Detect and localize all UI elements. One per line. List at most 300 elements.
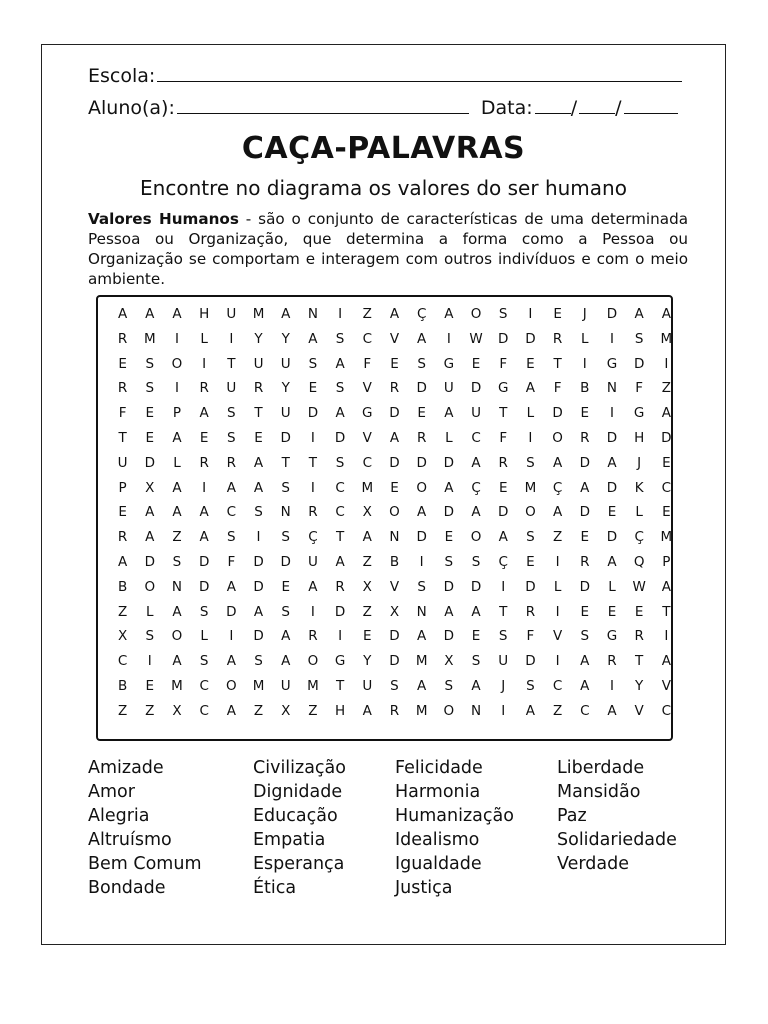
grid-letter[interactable]: D xyxy=(552,405,563,422)
grid-letter[interactable]: A xyxy=(444,405,454,422)
grid-letter[interactable]: D xyxy=(470,578,482,595)
grid-letter[interactable]: V xyxy=(362,429,372,446)
grid-letter[interactable]: S xyxy=(227,429,236,446)
grid-letter[interactable]: B xyxy=(117,578,128,595)
grid-letter[interactable]: J xyxy=(637,454,642,471)
grid-letter[interactable]: C xyxy=(362,330,372,347)
grid-letter[interactable]: E xyxy=(199,429,209,446)
grid-letter[interactable]: S xyxy=(471,653,481,670)
grid-letter[interactable]: I xyxy=(256,529,261,546)
grid-letter[interactable]: A xyxy=(172,504,182,521)
grid-letter[interactable]: C xyxy=(335,504,345,521)
grid-letter[interactable]: A xyxy=(580,677,590,694)
grid-letter[interactable]: V xyxy=(661,677,671,694)
grid-letter[interactable]: I xyxy=(202,479,207,496)
grid-letter[interactable]: A xyxy=(471,504,481,521)
grid-letter[interactable]: G xyxy=(633,405,645,422)
grid-letter[interactable]: A xyxy=(661,306,671,322)
grid-letter[interactable]: A xyxy=(226,702,236,719)
grid-letter[interactable]: C xyxy=(580,702,590,719)
grid-letter[interactable]: E xyxy=(363,628,372,645)
grid-letter[interactable]: L xyxy=(608,578,616,595)
grid-letter[interactable]: B xyxy=(389,553,400,570)
grid-letter[interactable]: X xyxy=(362,504,372,521)
grid-letter[interactable]: A xyxy=(607,702,617,719)
grid-letter[interactable]: A xyxy=(117,306,128,322)
grid-letter[interactable]: A xyxy=(145,529,155,546)
grid-letter[interactable]: E xyxy=(308,380,318,397)
grid-letter[interactable]: O xyxy=(171,355,183,372)
grid-letter[interactable]: Z xyxy=(552,529,563,546)
grid-letter[interactable]: S xyxy=(335,330,345,347)
grid-letter[interactable]: T xyxy=(308,454,318,471)
grid-letter[interactable]: S xyxy=(145,628,155,645)
grid-letter[interactable]: S xyxy=(145,355,155,372)
grid-letter[interactable]: Z xyxy=(362,306,372,322)
grid-letter[interactable]: G xyxy=(443,355,455,372)
grid-letter[interactable]: A xyxy=(417,628,427,645)
grid-letter[interactable]: R xyxy=(525,603,536,620)
grid-letter[interactable]: D xyxy=(253,578,264,595)
grid-letter[interactable]: R xyxy=(389,702,400,719)
grid-letter[interactable]: D xyxy=(606,429,618,446)
grid-letter[interactable]: S xyxy=(145,380,155,397)
grid-letter[interactable]: G xyxy=(606,628,618,645)
grid-letter[interactable]: E xyxy=(417,405,426,422)
grid-letter[interactable]: A xyxy=(308,330,318,347)
grid-letter[interactable]: R xyxy=(498,454,508,471)
grid-letter[interactable]: E xyxy=(145,677,155,694)
grid-letter[interactable]: I xyxy=(310,429,315,446)
grid-letter[interactable]: I xyxy=(664,628,669,645)
grid-letter[interactable]: R xyxy=(117,380,128,397)
grid-letter[interactable]: A xyxy=(226,653,236,670)
grid-letter[interactable]: O xyxy=(525,504,536,521)
grid-letter[interactable]: A xyxy=(226,578,236,595)
grid-letter[interactable]: A xyxy=(362,529,372,546)
grid-letter[interactable]: A xyxy=(580,479,590,496)
grid-letter[interactable]: Z xyxy=(362,603,372,620)
grid-letter[interactable]: I xyxy=(174,330,179,347)
grid-letter[interactable]: S xyxy=(471,553,481,570)
grid-letter[interactable]: A xyxy=(308,578,318,595)
grid-letter[interactable]: E xyxy=(662,454,671,471)
grid-letter[interactable]: U xyxy=(280,355,291,372)
grid-letter[interactable]: E xyxy=(580,603,590,620)
grid-letter[interactable]: E xyxy=(118,355,127,372)
grid-letter[interactable]: D xyxy=(443,504,455,521)
grid-letter[interactable]: E xyxy=(526,355,535,372)
grid-letter[interactable]: D xyxy=(334,603,346,620)
grid-letter[interactable]: E xyxy=(390,479,399,496)
grid-letter[interactable]: I xyxy=(310,603,315,620)
grid-letter[interactable]: I xyxy=(229,628,234,645)
grid-letter[interactable]: S xyxy=(172,553,182,570)
grid-letter[interactable]: O xyxy=(389,504,400,521)
grid-letter[interactable]: E xyxy=(118,504,127,521)
grid-letter[interactable]: L xyxy=(526,405,535,422)
grid-letter[interactable]: S xyxy=(417,578,426,595)
grid-letter[interactable]: E xyxy=(281,578,290,595)
grid-letter[interactable]: N xyxy=(307,306,318,322)
grid-letter[interactable]: I xyxy=(528,306,533,322)
grid-letter[interactable]: S xyxy=(417,355,426,372)
grid-letter[interactable]: L xyxy=(581,330,589,347)
grid-letter[interactable]: T xyxy=(335,677,345,694)
grid-letter[interactable]: I xyxy=(555,603,560,620)
grid-letter[interactable]: A xyxy=(552,504,563,521)
grid-letter[interactable]: C xyxy=(471,429,481,446)
grid-letter[interactable]: R xyxy=(634,628,644,645)
grid-letter[interactable]: D xyxy=(661,429,672,446)
grid-letter[interactable]: Y xyxy=(281,330,290,347)
grid-letter[interactable]: O xyxy=(307,653,319,670)
grid-letter[interactable]: I xyxy=(501,578,506,595)
grid-letter[interactable]: A xyxy=(661,405,671,422)
grid-letter[interactable]: M xyxy=(252,677,265,694)
grid-letter[interactable]: D xyxy=(525,578,536,595)
grid-letter[interactable]: D xyxy=(443,454,455,471)
grid-letter[interactable]: I xyxy=(310,479,315,496)
grid-letter[interactable]: S xyxy=(335,380,345,397)
grid-letter[interactable]: A xyxy=(172,603,182,620)
grid-letter[interactable]: A xyxy=(661,653,671,670)
grid-letter[interactable]: A xyxy=(145,504,155,521)
grid-letter[interactable]: D xyxy=(416,529,427,546)
grid-letter[interactable]: C xyxy=(117,653,128,670)
grid-letter[interactable]: O xyxy=(144,578,156,595)
grid-letter[interactable]: R xyxy=(552,330,563,347)
grid-letter[interactable]: X xyxy=(362,578,372,595)
grid-letter[interactable]: F xyxy=(526,628,535,645)
grid-letter[interactable]: S xyxy=(281,603,290,620)
grid-letter[interactable]: S xyxy=(580,628,590,645)
grid-letter[interactable]: F xyxy=(499,429,508,446)
grid-letter[interactable]: B xyxy=(117,677,128,694)
grid-letter[interactable]: A xyxy=(389,429,400,446)
grid-letter[interactable]: Z xyxy=(253,702,264,719)
grid-letter[interactable]: Ç xyxy=(634,529,644,546)
grid-letter[interactable]: I xyxy=(664,355,669,372)
grid-letter[interactable]: A xyxy=(471,454,481,471)
grid-letter[interactable]: R xyxy=(580,553,590,570)
grid-letter[interactable]: J xyxy=(582,306,587,322)
grid-letter[interactable]: X xyxy=(145,479,155,496)
grid-letter[interactable]: S xyxy=(335,454,345,471)
grid-letter[interactable]: O xyxy=(171,628,183,645)
grid-letter[interactable]: Y xyxy=(281,380,290,397)
grid-letter[interactable]: T xyxy=(553,355,562,372)
grid-letter[interactable]: D xyxy=(443,628,455,645)
grid-letter[interactable]: A xyxy=(281,653,291,670)
grid-letter[interactable]: I xyxy=(555,553,560,570)
grid-letter[interactable]: O xyxy=(470,306,482,322)
grid-letter[interactable]: C xyxy=(335,479,345,496)
grid-letter[interactable]: R xyxy=(335,578,345,595)
grid-letter[interactable]: I xyxy=(229,330,234,347)
grid-letter[interactable]: A xyxy=(172,653,182,670)
grid-letter[interactable]: V xyxy=(552,628,563,645)
grid-letter[interactable]: A xyxy=(172,479,182,496)
grid-letter[interactable]: M xyxy=(143,330,156,347)
grid-letter[interactable]: I xyxy=(501,702,506,719)
grid-letter[interactable]: O xyxy=(470,529,482,546)
grid-letter[interactable]: L xyxy=(553,578,562,595)
grid-letter[interactable]: D xyxy=(525,330,536,347)
grid-letter[interactable]: M xyxy=(415,702,428,719)
grid-letter[interactable]: C xyxy=(552,677,563,694)
grid-letter[interactable]: E xyxy=(553,306,562,322)
grid-letter[interactable]: P xyxy=(172,405,182,422)
grid-letter[interactable]: R xyxy=(253,380,264,397)
grid-letter[interactable]: A xyxy=(417,677,427,694)
grid-letter[interactable]: Ç xyxy=(471,479,481,496)
grid-letter[interactable]: E xyxy=(444,529,454,546)
grid-letter[interactable]: N xyxy=(171,578,183,595)
grid-letter[interactable]: A xyxy=(417,504,427,521)
grid-letter[interactable]: E xyxy=(634,603,644,620)
grid-letter[interactable]: V xyxy=(389,578,400,595)
grid-letter[interactable]: R xyxy=(389,380,400,397)
grid-letter[interactable]: O xyxy=(552,429,563,446)
grid-letter[interactable]: D xyxy=(498,330,509,347)
grid-letter[interactable]: L xyxy=(200,330,208,347)
grid-letter[interactable]: M xyxy=(415,653,428,670)
grid-letter[interactable]: C xyxy=(661,479,672,496)
grid-letter[interactable]: U xyxy=(443,380,454,397)
grid-letter[interactable]: Z xyxy=(117,702,128,719)
grid-letter[interactable]: A xyxy=(607,454,617,471)
grid-letter[interactable]: S xyxy=(634,330,644,347)
grid-letter[interactable]: D xyxy=(416,454,427,471)
grid-letter[interactable]: E xyxy=(607,603,617,620)
grid-letter[interactable]: Z xyxy=(362,553,372,570)
grid-letter[interactable]: X xyxy=(117,628,128,645)
grid-letter[interactable]: R xyxy=(416,429,427,446)
grid-letter[interactable]: D xyxy=(498,504,509,521)
grid-letter[interactable]: F xyxy=(635,380,644,397)
grid-letter[interactable]: Y xyxy=(363,653,372,670)
grid-letter[interactable]: U xyxy=(280,405,291,422)
grid-letter[interactable]: D xyxy=(606,529,618,546)
grid-letter[interactable]: E xyxy=(145,429,155,446)
grid-letter[interactable]: E xyxy=(580,405,590,422)
grid-letter[interactable]: D xyxy=(226,603,237,620)
grid-letter[interactable]: U xyxy=(471,405,481,422)
grid-letter[interactable]: E xyxy=(254,429,263,446)
grid-letter[interactable]: P xyxy=(118,479,127,496)
grid-letter[interactable]: E xyxy=(580,529,590,546)
grid-letter[interactable]: E xyxy=(390,355,399,372)
grid-letter[interactable]: L xyxy=(635,504,643,521)
grid-letter[interactable]: E xyxy=(662,504,671,521)
grid-letter[interactable]: V xyxy=(362,380,372,397)
grid-letter[interactable]: C xyxy=(661,702,672,719)
grid-letter[interactable]: S xyxy=(526,677,535,694)
grid-letter[interactable]: V xyxy=(634,702,644,719)
grid-letter[interactable]: I xyxy=(338,306,343,322)
grid-letter[interactable]: P xyxy=(662,553,671,570)
grid-letter[interactable]: A xyxy=(525,380,536,397)
grid-letter[interactable]: D xyxy=(606,479,618,496)
grid-letter[interactable]: T xyxy=(662,603,671,620)
grid-letter[interactable]: E xyxy=(145,405,155,422)
grid-letter[interactable]: M xyxy=(252,306,265,322)
grid-letter[interactable]: A xyxy=(199,529,209,546)
grid-letter[interactable]: A xyxy=(471,677,481,694)
grid-letter[interactable]: S xyxy=(199,603,209,620)
grid-letter[interactable]: F xyxy=(363,355,372,372)
grid-letter[interactable]: D xyxy=(389,653,400,670)
grid-letter[interactable]: A xyxy=(417,330,427,347)
grid-letter[interactable]: A xyxy=(335,405,345,422)
grid-letter[interactable]: I xyxy=(609,330,614,347)
grid-letter[interactable]: B xyxy=(580,380,590,397)
grid-letter[interactable]: A xyxy=(661,578,671,595)
grid-letter[interactable]: X xyxy=(389,603,400,620)
grid-letter[interactable]: Ç xyxy=(498,553,508,570)
grid-letter[interactable]: D xyxy=(253,553,264,570)
grid-letter[interactable]: T xyxy=(635,653,644,670)
grid-letter[interactable]: I xyxy=(528,429,533,446)
grid-letter[interactable]: D xyxy=(280,553,291,570)
grid-letter[interactable]: A xyxy=(226,479,236,496)
grid-letter[interactable]: Z xyxy=(172,529,182,546)
grid-letter[interactable]: O xyxy=(416,479,427,496)
grid-letter[interactable]: I xyxy=(609,677,614,694)
grid-letter[interactable]: A xyxy=(444,479,454,496)
grid-letter[interactable]: U xyxy=(307,553,318,570)
grid-letter[interactable]: S xyxy=(199,653,209,670)
grid-letter[interactable]: S xyxy=(444,677,454,694)
grid-letter[interactable]: A xyxy=(444,603,454,620)
grid-letter[interactable]: D xyxy=(579,454,590,471)
grid-letter[interactable]: T xyxy=(499,603,508,620)
grid-letter[interactable]: H xyxy=(199,306,210,322)
grid-letter[interactable]: S xyxy=(498,306,508,322)
grid-letter[interactable]: S xyxy=(227,529,236,546)
grid-letter[interactable]: A xyxy=(145,306,155,322)
grid-letter[interactable]: A xyxy=(471,603,481,620)
grid-letter[interactable]: I xyxy=(202,355,207,372)
grid-letter[interactable]: F xyxy=(553,380,562,397)
grid-letter[interactable]: A xyxy=(172,306,182,322)
grid-letter[interactable]: U xyxy=(226,380,237,397)
grid-letter[interactable]: D xyxy=(525,653,536,670)
grid-letter[interactable]: X xyxy=(281,702,291,719)
grid-letter[interactable]: R xyxy=(117,529,128,546)
grid-letter[interactable]: D xyxy=(389,405,400,422)
grid-letter[interactable]: N xyxy=(416,603,427,620)
grid-letter[interactable]: S xyxy=(308,355,318,372)
grid-letter[interactable]: G xyxy=(362,405,373,422)
grid-letter[interactable]: Ç xyxy=(416,306,427,322)
grid-letter[interactable]: A xyxy=(552,454,563,471)
grid-letter[interactable]: C xyxy=(226,504,237,521)
grid-letter[interactable]: H xyxy=(335,702,346,719)
grid-letter[interactable]: R xyxy=(607,653,617,670)
grid-letter[interactable]: D xyxy=(198,578,210,595)
grid-letter[interactable]: O xyxy=(226,677,237,694)
grid-letter[interactable]: T xyxy=(227,355,236,372)
grid-letter[interactable]: S xyxy=(281,529,290,546)
grid-letter[interactable]: U xyxy=(117,454,128,471)
grid-letter[interactable]: Z xyxy=(145,702,155,719)
grid-letter[interactable]: R xyxy=(308,628,318,645)
grid-letter[interactable]: S xyxy=(498,628,508,645)
grid-letter[interactable]: A xyxy=(607,553,617,570)
grid-letter[interactable]: G xyxy=(497,380,509,397)
grid-letter[interactable]: D xyxy=(416,380,427,397)
grid-letter[interactable]: E xyxy=(471,355,481,372)
grid-letter[interactable]: U xyxy=(362,677,373,694)
grid-letter[interactable]: N xyxy=(470,702,482,719)
grid-letter[interactable]: A xyxy=(199,504,209,521)
grid-letter[interactable]: M xyxy=(660,330,673,347)
grid-letter[interactable]: T xyxy=(118,429,127,446)
grid-letter[interactable]: D xyxy=(253,628,264,645)
grid-letter[interactable]: D xyxy=(579,578,590,595)
grid-letter[interactable]: A xyxy=(281,306,291,322)
grid-letter[interactable]: D xyxy=(144,454,155,471)
grid-letter[interactable]: X xyxy=(444,653,454,670)
grid-letter[interactable]: A xyxy=(253,479,264,496)
grid-letter[interactable]: A xyxy=(335,355,345,372)
grid-letter[interactable]: A xyxy=(281,628,291,645)
grid-letter[interactable]: Y xyxy=(635,677,644,694)
grid-letter[interactable]: U xyxy=(253,355,264,372)
grid-letter[interactable]: L xyxy=(200,628,208,645)
grid-letter[interactable]: A xyxy=(253,454,264,471)
grid-letter[interactable]: U xyxy=(498,653,509,670)
grid-letter[interactable]: D xyxy=(633,355,645,372)
grid-letter[interactable]: I xyxy=(147,653,152,670)
grid-letter[interactable]: I xyxy=(446,330,451,347)
grid-letter[interactable]: Ç xyxy=(308,529,318,546)
grid-letter[interactable]: R xyxy=(199,380,209,397)
grid-letter[interactable]: M xyxy=(171,677,183,694)
grid-letter[interactable]: S xyxy=(227,405,236,422)
grid-letter[interactable]: F xyxy=(118,405,127,422)
grid-letter[interactable]: A xyxy=(580,653,590,670)
grid-letter[interactable]: U xyxy=(280,677,291,694)
grid-letter[interactable]: N xyxy=(280,504,291,521)
grid-letter[interactable]: R xyxy=(308,504,318,521)
grid-letter[interactable]: M xyxy=(660,529,673,546)
grid-letter[interactable]: C xyxy=(199,702,209,719)
grid-letter[interactable]: Ç xyxy=(552,479,563,496)
grid-letter[interactable]: Y xyxy=(254,330,263,347)
grid-letter[interactable]: S xyxy=(444,553,454,570)
grid-letter[interactable]: S xyxy=(281,479,290,496)
grid-letter[interactable]: L xyxy=(146,603,154,620)
grid-letter[interactable]: A xyxy=(389,306,400,322)
grid-letter[interactable]: V xyxy=(389,330,400,347)
grid-letter[interactable]: W xyxy=(469,330,483,347)
grid-letter[interactable]: J xyxy=(501,677,506,694)
grid-letter[interactable]: M xyxy=(361,479,374,496)
grid-letter[interactable]: R xyxy=(199,454,209,471)
grid-letter[interactable]: I xyxy=(609,405,614,422)
grid-letter[interactable]: N xyxy=(389,529,400,546)
grid-letter[interactable]: R xyxy=(580,429,590,446)
grid-letter[interactable]: N xyxy=(606,380,618,397)
grid-letter[interactable]: G xyxy=(334,653,346,670)
grid-letter[interactable]: E xyxy=(526,553,535,570)
grid-letter[interactable]: M xyxy=(524,479,537,496)
grid-letter[interactable]: K xyxy=(634,479,644,496)
grid-letter[interactable]: A xyxy=(362,702,372,719)
